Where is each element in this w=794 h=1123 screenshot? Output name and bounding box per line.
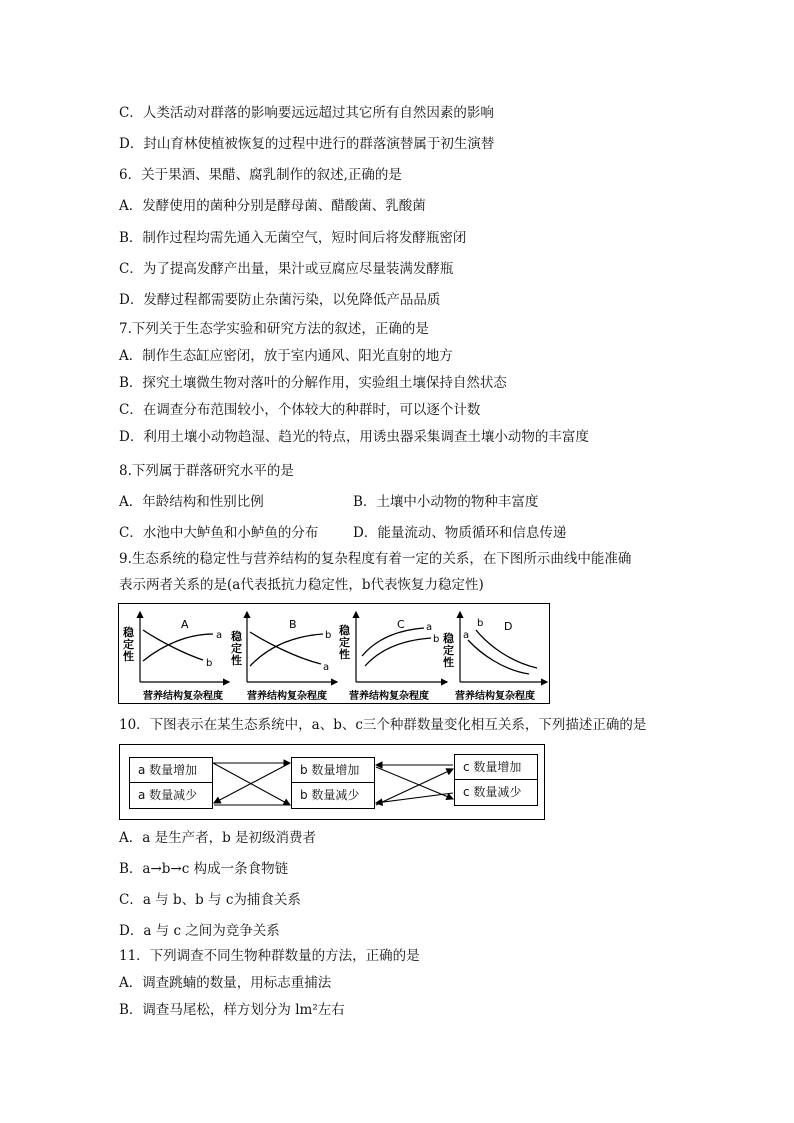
q10-arrow-c-dec-to-b-dec bbox=[376, 793, 453, 803]
q9-panel-a-ylabel-3: 性 bbox=[123, 650, 134, 663]
q9-panel-a-curve-b bbox=[143, 630, 203, 660]
q5-option-d: D．封山育林使植被恢复的过程中进行的群落演替属于初生演替 bbox=[119, 136, 495, 152]
q9-panel-d-label: D bbox=[504, 620, 513, 633]
q9-panel-a-xlabel: 营养结构复杂程度 bbox=[143, 691, 223, 702]
q9-panel-d-ylabel-3: 性 bbox=[443, 656, 454, 669]
q7-option-a: A．制作生态缸应密闭，放于室内通风、阳光直射的地方 bbox=[119, 348, 453, 364]
q9-stem-line1: 9.生态系统的稳定性与营养结构的复杂程度有着一定的关系，在下图所示曲线中能准确 bbox=[119, 551, 632, 567]
q7-option-c: C．在调查分布范围较小，个体较大的种群时，可以逐个计数 bbox=[119, 402, 481, 418]
q8-option-d: D．能量流动、物质循环和信息传递 bbox=[353, 525, 567, 541]
q10-box-a bbox=[129, 757, 213, 809]
q9-panel-a-curve-a bbox=[143, 634, 213, 661]
q8-option-b: B．土壤中小动物的物种丰富度 bbox=[353, 494, 539, 510]
q9-panel-d-label-a: a bbox=[463, 630, 470, 641]
q9-panel-a-label-a: a bbox=[216, 630, 223, 641]
q8-option-c: C．水池中大鲈鱼和小鲈鱼的分布 bbox=[119, 525, 319, 541]
q10-box-c bbox=[454, 754, 538, 806]
q9-panel-d bbox=[442, 612, 547, 702]
q9-graphs bbox=[119, 604, 549, 703]
q9-panel-b-ylabel-3: 性 bbox=[231, 654, 242, 667]
q9-panel-c-curve-a bbox=[362, 628, 424, 656]
q6-option-c: C．为了提高发酵产出量，果汁或豆腐应尽量装满发酵瓶 bbox=[119, 261, 454, 277]
q10-b-increase: b 数量增加 bbox=[292, 758, 374, 783]
q11-option-b: B．调查马尾松，样方划分为 lm²左右 bbox=[119, 1002, 345, 1018]
q10-option-a: A．a 是生产者，b 是初级消费者 bbox=[119, 830, 317, 846]
q9-panel-a bbox=[122, 612, 229, 702]
q9-panel-b-label: B bbox=[289, 618, 297, 631]
q9-panel-b-xlabel: 营养结构复杂程度 bbox=[247, 691, 327, 702]
q10-b-decrease: b 数量减少 bbox=[300, 788, 360, 802]
q10-option-c: C．a 与 b、b 与 c为捕食关系 bbox=[119, 892, 301, 908]
q9-panel-a-label: A bbox=[181, 618, 189, 631]
q9-panel-b-ylabel-2: 定 bbox=[231, 642, 242, 655]
q10-a-decrease: a 数量减少 bbox=[138, 788, 198, 802]
q10-arrow-b-inc-to-c-dec bbox=[376, 767, 453, 799]
q9-panel-b-label-b: b bbox=[325, 630, 332, 641]
q9-panel-d-ylabel-1: 稳 bbox=[443, 632, 454, 645]
q10-a-increase: a 数量增加 bbox=[130, 758, 212, 783]
q9-panel-d-curve-a bbox=[468, 640, 529, 674]
q10-c-increase: c 数量增加 bbox=[455, 755, 537, 780]
q10-option-d: D．a 与 c 之间为竞争关系 bbox=[119, 923, 280, 939]
q9-panel-a-ylabel-2: 定 bbox=[123, 638, 134, 651]
q9-panel-b bbox=[230, 612, 337, 702]
q9-panel-d-curve-b bbox=[476, 630, 537, 668]
q9-panel-a-label-b: b bbox=[206, 658, 213, 669]
q6-option-a: A．发酵使用的菌种分别是酵母菌、醋酸菌、乳酸菌 bbox=[119, 198, 426, 214]
q11-stem: 11．下列调查不同生物种群数量的方法，正确的是 bbox=[119, 948, 420, 964]
q10-stem: 10．下图表示在某生态系统中，a、b、c三个种群数量变化相互关系，下列描述正确的是 bbox=[119, 717, 647, 733]
q9-figure bbox=[118, 603, 550, 704]
q9-panel-b-curve-a bbox=[250, 632, 321, 664]
q9-panel-b-ylabel-1: 稳 bbox=[231, 630, 242, 643]
q9-panel-c-ylabel-3: 性 bbox=[339, 648, 350, 661]
q10-c-decrease: c 数量减少 bbox=[463, 785, 522, 799]
q8-stem: 8.下列属于群落研究水平的是 bbox=[119, 463, 294, 479]
q9-stem-line2: 表示两者关系的是(a代表抵抗力稳定性，b代表恢复力稳定性) bbox=[119, 577, 484, 593]
q9-panel-b-label-a: a bbox=[323, 662, 330, 673]
q10-option-b: B．a→b→c 构成一条食物链 bbox=[119, 861, 289, 877]
q10-figure bbox=[119, 744, 545, 820]
q5-option-c: C．人类活动对群落的影响要远远超过其它所有自然因素的影响 bbox=[119, 105, 494, 121]
q6-stem: 6．关于果酒、果醋、腐乳制作的叙述,正确的是 bbox=[119, 167, 402, 183]
q9-panel-a-ylabel-1: 稳 bbox=[123, 626, 134, 639]
q9-panel-d-xlabel: 营养结构复杂程度 bbox=[455, 691, 535, 702]
q9-panel-c-label: C bbox=[397, 618, 405, 631]
q9-panel-c-label-a: a bbox=[426, 622, 433, 633]
q9-panel-d-ylabel-2: 定 bbox=[443, 644, 454, 657]
q9-panel-d-label-b: b bbox=[477, 618, 484, 629]
q7-stem: 7.下列关于生态学实验和研究方法的叙述，正确的是 bbox=[119, 321, 429, 337]
q9-panel-c-xlabel: 营养结构复杂程度 bbox=[349, 691, 429, 702]
q7-option-b: B．探究土壤微生物对落叶的分解作用，实验组土壤保持自然状态 bbox=[119, 375, 507, 391]
q9-panel-c-curve-b bbox=[365, 638, 431, 666]
q10-arrow-b-dec-to-c-inc bbox=[376, 769, 453, 805]
q9-panel-c-label-b: b bbox=[433, 634, 440, 645]
q11-option-a: A．调查跳蝻的数量，用标志重捕法 bbox=[119, 975, 332, 991]
q7-option-d: D．利用土壤小动物趋湿、趋光的特点，用诱虫器采集调查土壤小动物的丰富度 bbox=[119, 429, 589, 445]
q9-panel-c-ylabel-1: 稳 bbox=[339, 624, 350, 637]
q10-box-b bbox=[291, 757, 375, 809]
q10-arrow-a-inc-to-b-dec bbox=[213, 763, 290, 805]
q9-panel-c bbox=[338, 612, 447, 702]
q9-panel-c-ylabel-2: 定 bbox=[339, 636, 350, 649]
q6-option-b: B．制作过程均需先通入无菌空气，短时间后将发酵瓶密闭 bbox=[119, 230, 467, 246]
q8-option-a: A．年龄结构和性别比例 bbox=[119, 494, 264, 510]
q10-arrow-b-inc-to-a-dec bbox=[214, 763, 290, 803]
q6-option-d: D．发酵过程都需要防止杂菌污染，以免降低产品品质 bbox=[119, 292, 441, 308]
